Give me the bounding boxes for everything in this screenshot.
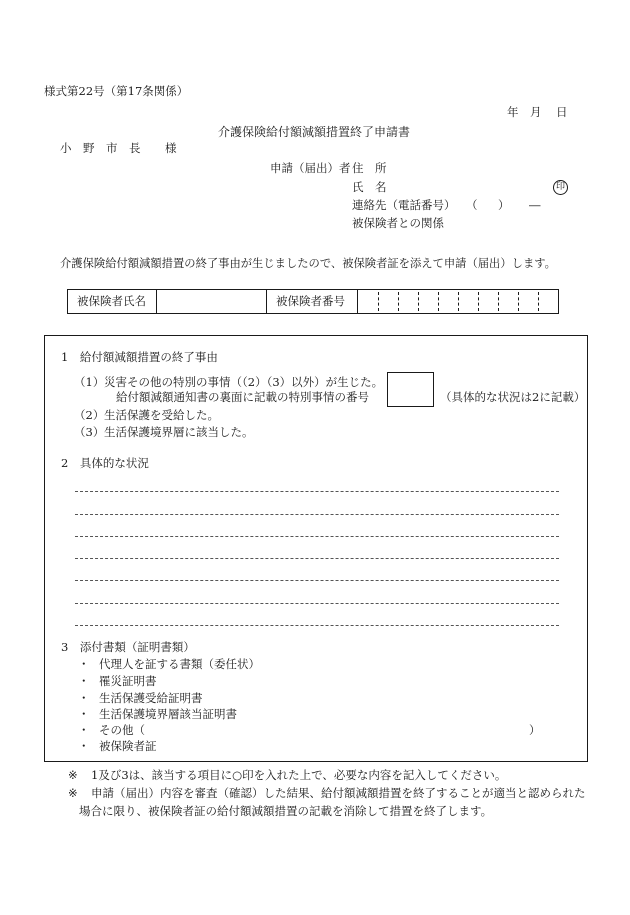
section1-item1-note: （具体的な状況は2に記載） <box>440 390 586 404</box>
addressee-name: 小 野 市 長 <box>60 141 141 155</box>
digit-divider <box>398 292 399 311</box>
digit-divider <box>418 292 419 311</box>
doc-bullet: ・ <box>78 674 90 688</box>
digit-divider <box>378 292 379 311</box>
doc-bullet: ・ <box>78 739 90 753</box>
digit-divider <box>518 292 519 311</box>
applicant-phone-label: 連絡先（電話番号） <box>352 198 456 212</box>
situation-line[interactable] <box>75 603 559 604</box>
document-title: 介護保険給付額減額措置終了申請書 <box>218 125 411 139</box>
phone-open-paren: （ <box>466 198 478 212</box>
doc-bullet: ・ <box>78 691 90 705</box>
section1-item2-text: 生活保護を受給した。 <box>104 408 219 422</box>
section2-heading: 2 具体的な状況 <box>61 456 149 470</box>
digit-divider <box>478 292 479 311</box>
digit-divider <box>538 292 539 311</box>
note-mark: ※ <box>68 786 78 800</box>
section1-item1-sub: 給付額減額通知書の裏面に記載の特別事情の番号 <box>116 390 369 404</box>
doc-bullet: ・ <box>78 723 90 737</box>
situation-line[interactable] <box>75 536 559 537</box>
insured-table <box>67 289 559 314</box>
doc-item: 生活保護境界層該当証明書 <box>99 707 237 721</box>
section3-heading: 3 添付書類（証明書類） <box>61 640 195 654</box>
situation-line[interactable] <box>75 514 559 515</box>
situation-line[interactable] <box>75 625 559 626</box>
digit-divider <box>438 292 439 311</box>
situation-line[interactable] <box>75 580 559 581</box>
seal-mark <box>553 180 568 195</box>
doc-item: 生活保護受給証明書 <box>99 691 203 705</box>
special-reason-number-box[interactable] <box>387 372 434 407</box>
addressee-honorific: 様 <box>165 141 177 155</box>
section1-item1-text: 災害その他の特別の事情（（2）（3）以外）が生じた。 <box>104 375 384 389</box>
seal-icon: 印 <box>553 180 568 195</box>
section1-heading: 1 給付額減額措置の終了事由 <box>61 350 218 364</box>
intro-text: 介護保険給付額減額措置の終了事由が生じましたので、被保険者証を添えて申請（届出）します。 <box>60 257 556 270</box>
section1-item3-text: 生活保護境界層に該当した。 <box>104 425 254 439</box>
doc-other-close: ） <box>529 723 541 737</box>
note-mark: ※ <box>68 768 78 782</box>
situation-line[interactable] <box>75 558 559 559</box>
applicant-address-label: 住 所 <box>352 161 387 175</box>
applicant-name-label: 氏 名 <box>352 180 387 194</box>
insured-number-field[interactable] <box>358 290 558 313</box>
doc-item: 代理人を証する書類（委任状） <box>99 657 260 671</box>
insured-number-label: 被保険者番号 <box>267 290 358 313</box>
insured-name-label: 被保険者氏名 <box>68 290 157 313</box>
applicant-relation-label: 被保険者との関係 <box>352 216 444 230</box>
situation-line[interactable] <box>75 491 559 492</box>
section1-item1-num: （1） <box>74 375 105 389</box>
note-2-line1: 申請（届出）内容を審査（確認）した結果、給付額減額措置を終了することが適当と認められた <box>91 786 586 800</box>
note-2-line2: 場合に限り、被保険者証の給付額減額措置の記載を消除して措置を終了します。 <box>79 804 493 818</box>
applicant-role-label: 申請（届出）者 <box>270 161 351 175</box>
date-year-label: 年 <box>507 105 519 119</box>
phone-dash: ― <box>529 198 541 212</box>
form-id: 様式第22号（第17条関係） <box>44 84 189 98</box>
section1-item2-num: （2） <box>74 408 105 422</box>
digit-divider <box>498 292 499 311</box>
doc-bullet: ・ <box>78 707 90 721</box>
section1-item3-num: （3） <box>74 425 105 439</box>
digit-divider <box>458 292 459 311</box>
date-day-label: 日 <box>556 105 568 119</box>
doc-item: 被保険者証 <box>99 739 157 753</box>
doc-item: 罹災証明書 <box>99 674 157 688</box>
note-1: 1及び3は、該当する項目に○印を入れた上で、必要な内容を記入してください。 <box>91 768 507 782</box>
insured-name-field[interactable] <box>157 290 267 313</box>
phone-close-paren: ） <box>498 198 510 212</box>
date-month-label: 月 <box>530 105 542 119</box>
doc-bullet: ・ <box>78 657 90 671</box>
doc-item: その他（ <box>99 723 145 737</box>
